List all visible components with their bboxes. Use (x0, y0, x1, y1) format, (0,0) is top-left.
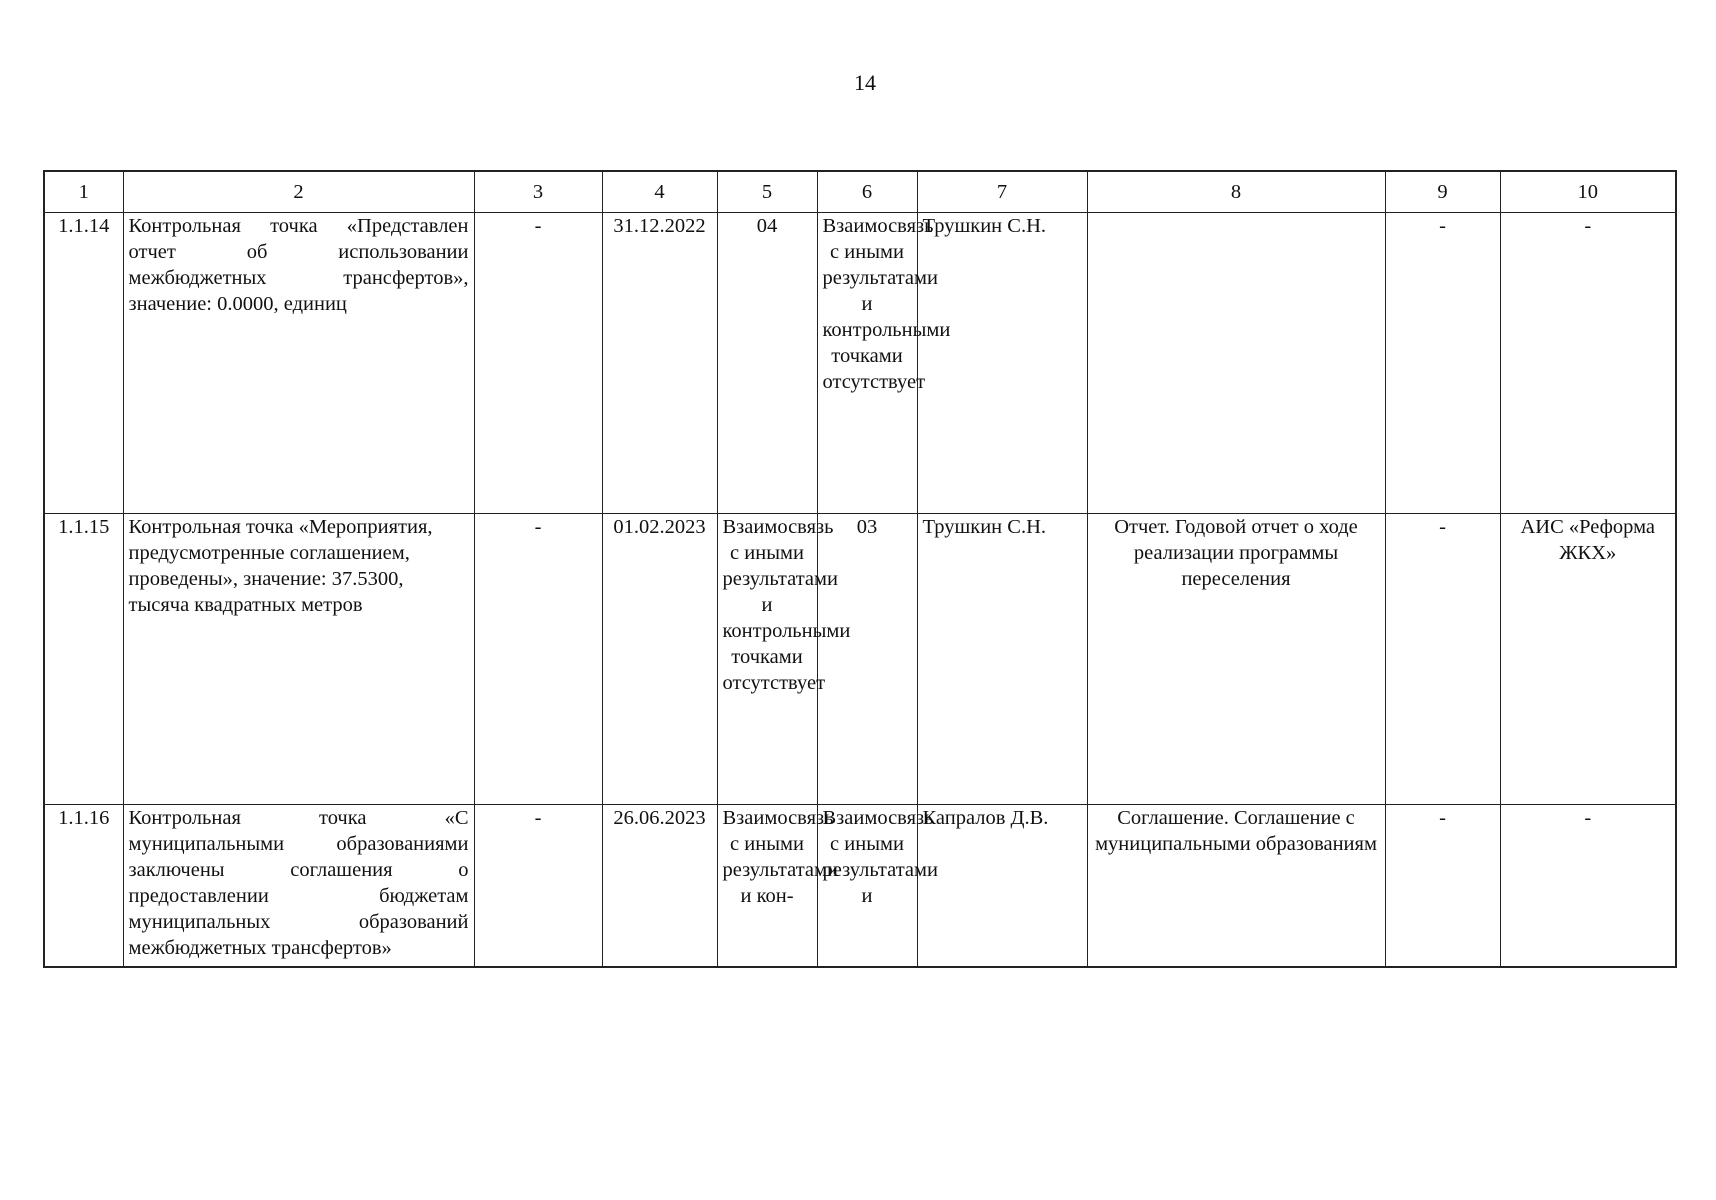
column-header-2: 2 (123, 171, 474, 213)
cell-col5: Взаимосвязь с иными результатами и кон- (717, 805, 817, 968)
cell-col10: - (1500, 213, 1676, 514)
cell-col3: - (474, 805, 602, 968)
cell-col5: 04 (717, 213, 817, 514)
control-points-table (43, 170, 1677, 968)
cell-col6: 03 (817, 514, 917, 805)
control-point-description: Контрольная точка «Мероприятия, предусмотренные соглашением, проведены», значение: 37.5300, тысяча квадратных метров (123, 514, 474, 805)
column-header-7: 7 (917, 171, 1087, 213)
cell-col10: АИС «Реформа ЖКХ» (1500, 514, 1676, 805)
column-header-4: 4 (602, 171, 717, 213)
column-header-10: 10 (1500, 171, 1676, 213)
date-cell: 01.02.2023 (602, 514, 717, 805)
column-header-1: 1 (44, 171, 123, 213)
column-header-6: 6 (817, 171, 917, 213)
row-number: 1.1.15 (44, 514, 123, 805)
table-row (44, 805, 1676, 968)
cell-col6: Взаимосвязь с иными результатами и (817, 805, 917, 968)
cell-col3: - (474, 514, 602, 805)
document-cell (1087, 213, 1385, 514)
cell-col9: - (1385, 805, 1500, 968)
responsible-person: Трушкин С.Н. (917, 514, 1087, 805)
table-row (44, 213, 1676, 514)
column-header-5: 5 (717, 171, 817, 213)
column-header-9: 9 (1385, 171, 1500, 213)
cell-col9: - (1385, 213, 1500, 514)
header-row (44, 171, 1676, 213)
control-point-description: Контрольная точка «С муниципальными образованиями заключены соглашения о предоставлении бюджетам муниципальных образований межбюджетных трансфертов» (123, 805, 474, 968)
page-number: 14 (854, 70, 876, 95)
date-cell: 26.06.2023 (602, 805, 717, 968)
document-cell: Соглашение. Соглашение с муниципальными образованиям (1087, 805, 1385, 968)
row-number: 1.1.16 (44, 805, 123, 968)
cell-col10: - (1500, 805, 1676, 968)
table-row (44, 514, 1676, 805)
column-header-3: 3 (474, 171, 602, 213)
row-number: 1.1.14 (44, 213, 123, 514)
control-point-description: Контрольная точка «Представлен отчет об использовании межбюджетных трансфертов», значение: 0.0000, единиц (123, 213, 474, 514)
column-header-8: 8 (1087, 171, 1385, 213)
responsible-person: Трушкин С.Н. (917, 213, 1087, 514)
responsible-person: Капралов Д.В. (917, 805, 1087, 968)
cell-col3: - (474, 213, 602, 514)
cell-col5: Взаимосвязь с иными результатами и контрольными точками отсутствует (717, 514, 817, 805)
document-cell: Отчет. Годовой отчет о ходе реализации программы переселения (1087, 514, 1385, 805)
cell-col9: - (1385, 514, 1500, 805)
cell-col6: Взаимосвязь с иными результатами и контрольными точками отсутствует (817, 213, 917, 514)
date-cell: 31.12.2022 (602, 213, 717, 514)
